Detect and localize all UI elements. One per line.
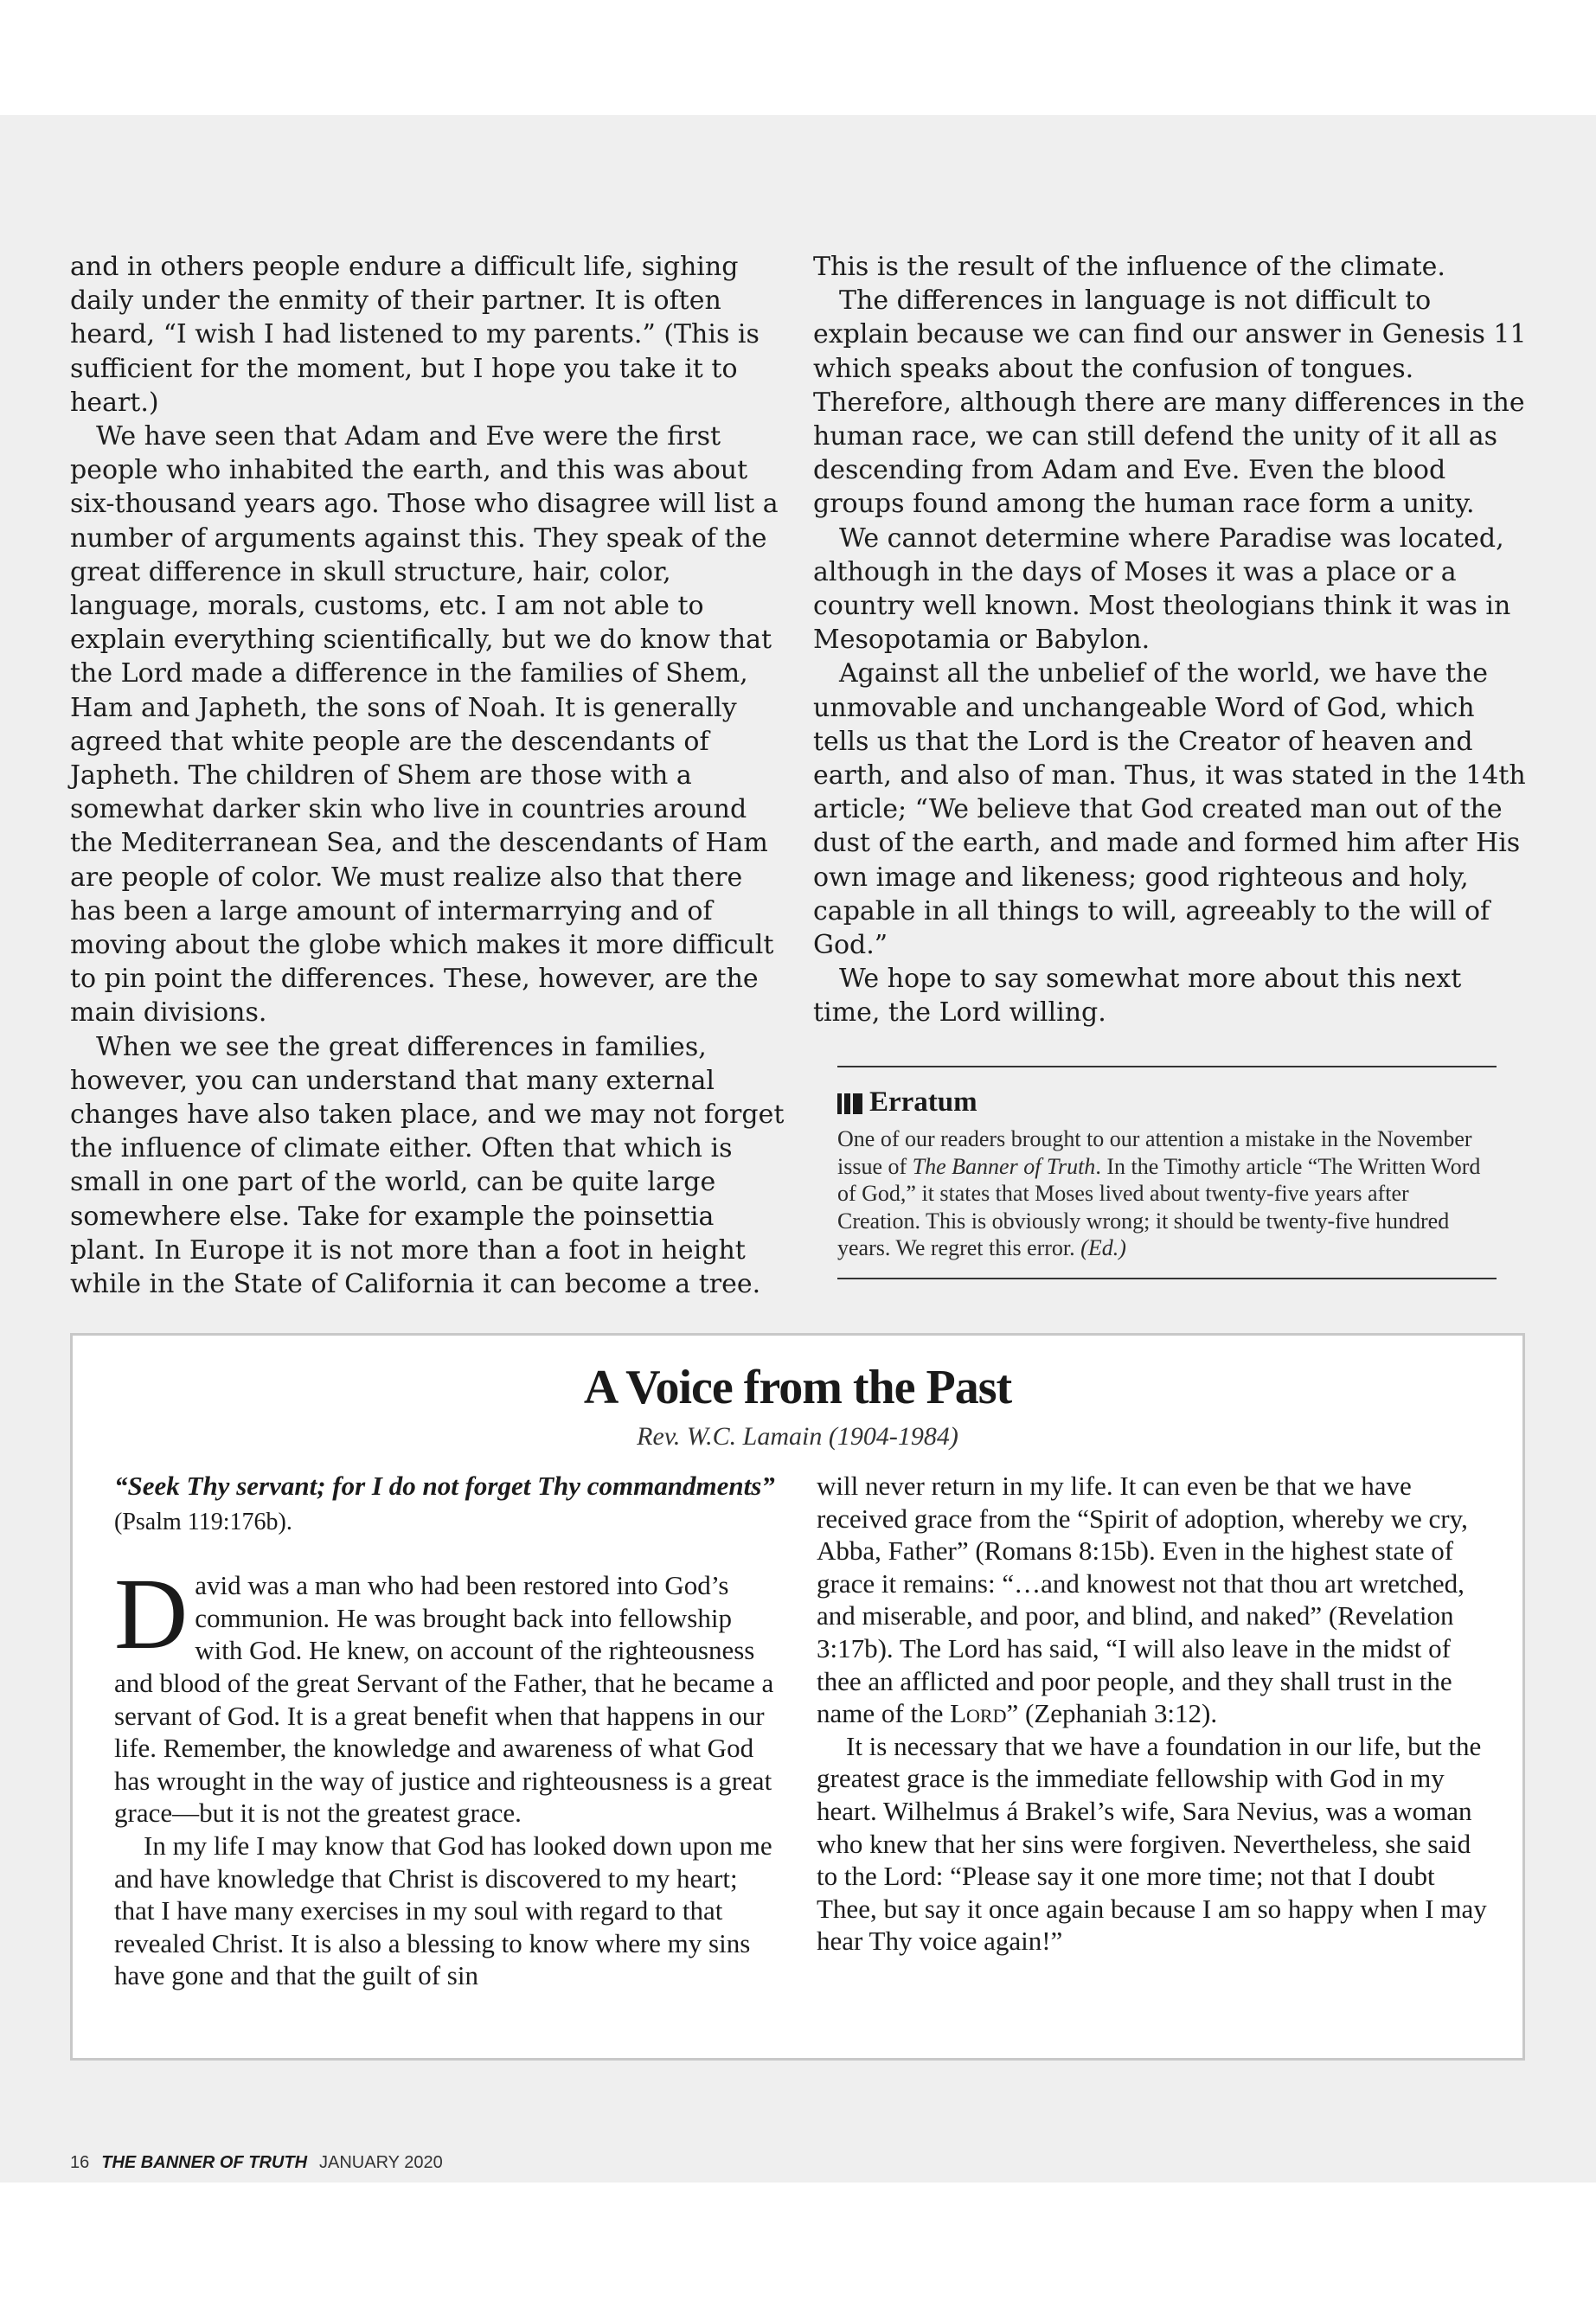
erratum-heading: Erratum (869, 1086, 977, 1118)
drop-cap: D (114, 1557, 189, 1671)
article-paragraph: When we see the great differences in families, however, you can understand that many external changes have also taken place, and we may not forget the influence of climate either. Often that which is small in one part of the world, can be quite large somewhere else. Take for example the poinsettia plant. In Europe it is not more than a foot in height while in the State of California it can become a tree. (70, 1031, 785, 1300)
article-paragraph: Against all the unbelief of the world, we have the unmovable and unchangeable Word of God, which tells us that the Lord is the Creator of heaven and earth, and also of man. Thus, it was stated in the 14th article; “We believe that God created man out of the dust of the earth, and made and formed him after His own image and likeness; good righteous and holy, capable in all things to will, agreeably to the will of God.” (813, 658, 1526, 961)
erratum-body (837, 1125, 1497, 1262)
erratum-box (837, 1066, 1497, 1279)
voice-paragraph (114, 1557, 780, 1830)
voice-paragraph: It is necessary that we have a foundation in our life, but the greatest grace is the immediate fellowship with God in my heart. Wilhelmus á Brakel’s wife, Sara Nevius, was a woman who knew that her sins were forgiven. Nevertheless, she said to the Lord: “Please say it one more time; not that I doubt Thee, but say it once again because I am so happy when I may hear Thy voice again!” (817, 1730, 1487, 1957)
erratum-signoff: (Ed.) (1080, 1235, 1126, 1260)
publication-name: THE BANNER OF TRUTH (101, 2153, 308, 2172)
epigraph-quote: “Seek Thy servant; for I do not forget Thy commandments” (114, 1471, 775, 1501)
page-footer (70, 2153, 443, 2173)
voice-paragraph (817, 1470, 1491, 1730)
erratum-heading-row (837, 1086, 1497, 1118)
article-paragraph: We cannot determine where Paradise was located, although in the days of Moses it was a place or a country well known. Most theologians think it was in Mesopotamia or Babylon. (813, 522, 1511, 656)
article-right-column (813, 250, 1531, 1030)
voice-left-column (114, 1470, 780, 1992)
article-paragraph: This is the result of the influence of the climate. (813, 252, 1445, 282)
bars-icon (837, 1092, 862, 1114)
voice-paragraph: In my life I may know that God has looked down upon me and have knowledge that Christ is discovered to my heart; that I have many exercises in my soul with regard to that revealed Christ. It is also a blessing to know where my sins have gone and that the guilt of sin (114, 1830, 772, 1991)
article-paragraph: The differences in language is not difficult to explain because we can find our answer in Genesis 11 which speaks about the confusion of tongues. Therefore, although there are many differences in the human race, we can still defend the unity of it all as descending from Adam and Eve. Even the blood groups found among the human race form a unity. (813, 285, 1527, 520)
issue-date: JANUARY 2020 (319, 2153, 443, 2172)
article-paragraph: We hope to say somewhat more about this next time, the Lord willing. (813, 964, 1462, 1029)
voice-from-the-past-box (70, 1333, 1525, 2061)
voice-title: A Voice from the Past (583, 1361, 1012, 1414)
article-left-column (70, 250, 788, 1301)
article-paragraph: We have seen that Adam and Eve were the first people who inhabited the earth, and this was about six-thousand years ago. Those who disagree will list a number of arguments against this. They speak of the great difference in skull structure, hair, color, language, morals, customs, etc. I am not able to explain everything scientifically, but we do know that the Lord made a difference in the families of Shem, Ham and Japheth, the sons of Noah. It is generally agreed that white people are the descendants of Japheth. The children of Shem are those with a somewhat darker skin who live in countries around the Mediterranean Sea, and the descendants of Ham are people of color. We must realize also that there has been a large amount of intermarrying and of moving about the globe which makes it more difficult to pin point the differences. These, however, are the main divisions. (70, 421, 779, 1029)
voice-paragraph-text: ” (Zephaniah 3:12). (1006, 1698, 1218, 1729)
page-number: 16 (70, 2153, 90, 2172)
epigraph-reference: (Psalm 119:176b). (114, 1508, 292, 1535)
voice-author: Rev. W.C. Lamain (1904-1984) (637, 1422, 958, 1451)
erratum-text: . In the Timothy article “The Written Word of God,” it states that Moses lived about twenty-five years after Creation. This is obviously wrong; it should be twenty-five hundred years. We regret this error. (837, 1153, 1481, 1260)
erratum-publication: The Banner of Truth (912, 1153, 1096, 1179)
article-paragraph: and in others people endure a difficult life, sighing daily under the enmity of their partner. It is often heard, “I wish I had listened to my parents.” (This is sufficient for the moment, but I hope you take it to heart.) (70, 252, 760, 418)
lord-smallcaps: Lord (950, 1698, 1007, 1729)
voice-paragraph-text: will never return in my life. It can even be that we have received grace from the “Spirit of adoption, whereby we cry, Abba, Father” (Romans 8:15b). Even in the highest state of grace it remains: “…and knowest not that thou art wretched, and miserable, and poor, and blind, and naked” (Revelation 3:17b). The Lord has said, “I will also leave in the midst of thee an afflicted and poor people, and they shall trust in the name of the (817, 1471, 1468, 1729)
voice-epigraph (114, 1470, 780, 1538)
voice-paragraph-text: avid was a man who had been restored into God’s communion. He was brought back into fellowship with God. He knew, on account of the righteousness and blood of the great Servant of the Father, that he became a servant of God. It is a great benefit when that happens in our life. Remember, the knowledge and awareness of what God has wrought in the way of justice and righteousness is a great grace—but it is not the greatest grace. (114, 1570, 774, 1829)
voice-right-column (817, 1470, 1491, 1958)
erratum-text: One of our readers brought to our attention a mistake in the November issue of (837, 1126, 1472, 1179)
